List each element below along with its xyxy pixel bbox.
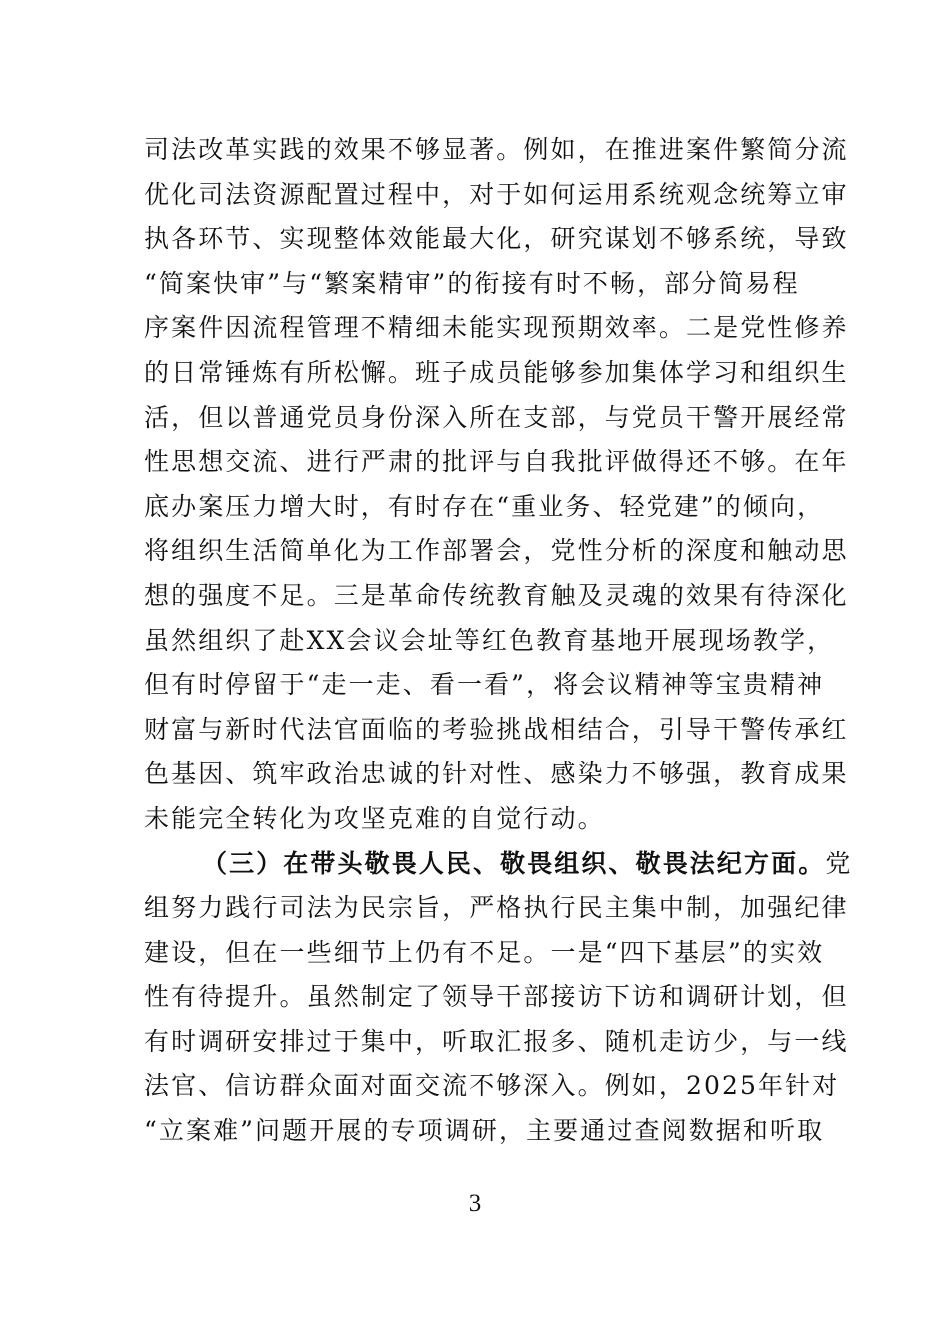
section-heading-line bbox=[144, 842, 853, 887]
text-line: 建设，但在一些细节上仍有不足。一是“四下基层”的实效 bbox=[144, 937, 825, 967]
text-line: 司法改革实践的效果不够显著。例如，在推进案件繁简分流 bbox=[144, 135, 849, 164]
text-line: 未能完全转化为攻坚克难的自觉行动。 bbox=[144, 803, 605, 833]
text-line: 活，但以普通党员身份深入所在支部，与党员干警开展经常 bbox=[144, 402, 849, 432]
text-line: 将组织生活简单化为工作部署会，党性分析的深度和触动思 bbox=[144, 536, 849, 566]
text-line: “简案快审”与“繁案精审”的衔接有时不畅，部分简易程 bbox=[144, 268, 800, 298]
body-text bbox=[144, 128, 853, 1154]
text-line: 优化司法资源配置过程中，对于如何运用系统观念统筹立审 bbox=[144, 179, 849, 209]
text-line: 虽然组织了赴XX会议会址等红色教育基地开展现场教学， bbox=[144, 625, 835, 655]
section-heading: （三）在带头敬畏人民、敬畏组织、敬畏法纪方面。 bbox=[202, 848, 826, 878]
text-line: 法官、信访群众面对面交流不够深入。例如，2025年针对 bbox=[144, 1071, 840, 1101]
text-line: 想的强度不足。三是革命传统教育触及灵魂的效果有待深化 bbox=[144, 580, 849, 610]
text-line: 底办案压力增大时，有时存在“重业务、轻党建”的倾向， bbox=[144, 491, 825, 521]
text-line: 色基因、筑牢政治忠诚的针对性、感染力不够强，教育成果 bbox=[144, 759, 849, 789]
text-line: 财富与新时代法官面临的考验挑战相结合，引导干警传承红 bbox=[144, 714, 849, 744]
text-line: 但有时停留于“走一走、看一看”，将会议精神等宝贵精神 bbox=[144, 670, 825, 700]
text-line: 执各环节、实现整体效能最大化，研究谋划不够系统，导致 bbox=[144, 224, 849, 254]
text-line: 有时调研安排过于集中，听取汇报多、随机走访少，与一线 bbox=[144, 1026, 849, 1056]
text-line: 序案件因流程管理不精细未能实现预期效率。二是党性修养 bbox=[144, 313, 849, 343]
text-line: 组努力践行司法为民宗旨，严格执行民主集中制，加强纪律 bbox=[144, 893, 849, 923]
text-line: 性思想交流、进行严肃的批评与自我批评做得还不够。在年 bbox=[144, 447, 849, 477]
text-line: 的日常锤炼有所松懈。班子成员能够参加集体学习和组织生 bbox=[144, 357, 849, 387]
text-line: “立案难”问题开展的专项调研，主要通过查阅数据和听取 bbox=[144, 1116, 825, 1146]
page-number: 3 bbox=[468, 1190, 482, 1217]
text-line: 性有待提升。虽然制定了领导干部接访下访和调研计划，但 bbox=[144, 982, 849, 1012]
section-heading-tail: 党 bbox=[825, 848, 853, 878]
